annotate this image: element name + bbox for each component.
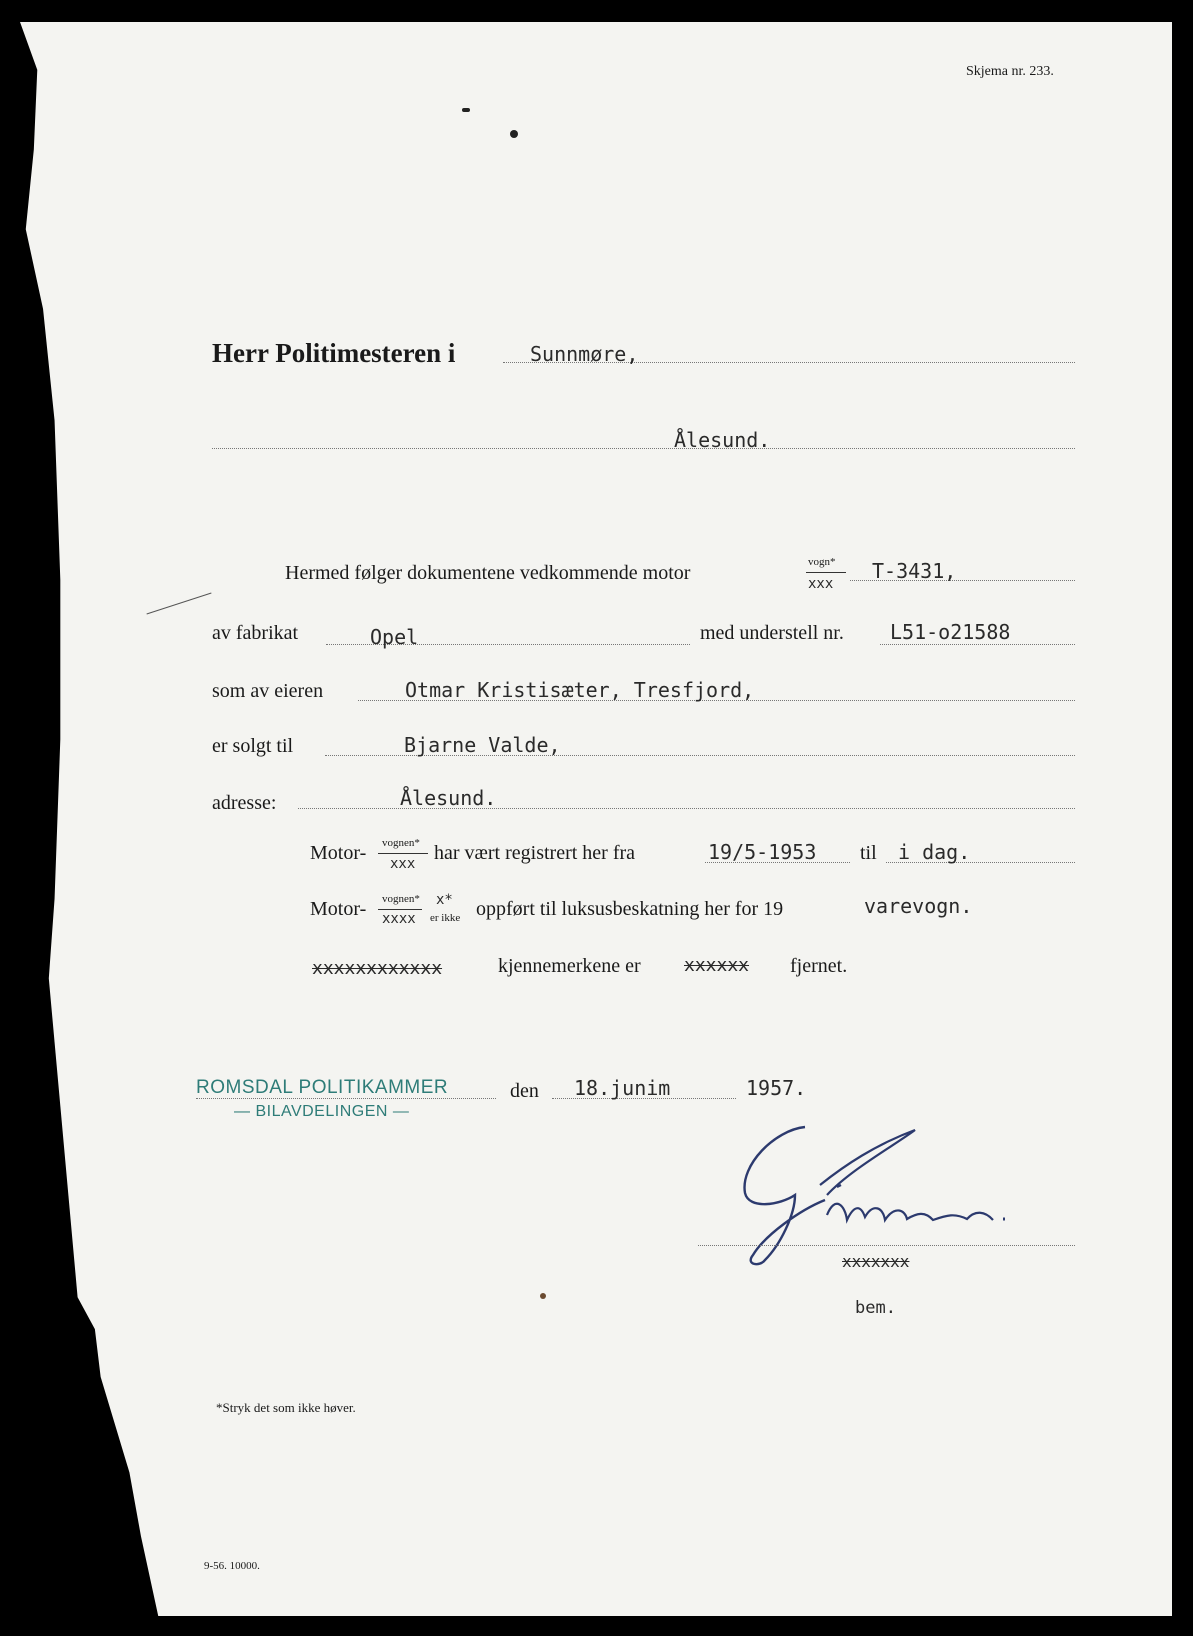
understell-line [880, 644, 1075, 645]
line3-struck2: xxxxxx [684, 955, 750, 976]
sold-value: Bjarne Valde, [404, 733, 561, 757]
line1-option-bottom: xxx [390, 856, 416, 872]
line1-prefix: Motor- [310, 842, 367, 864]
fraction-bar [378, 909, 422, 910]
line1-until-label: til [860, 842, 877, 864]
line3-struck: xxxxxxxxxxxx [312, 958, 443, 979]
line1-option-top: vognen* [382, 837, 420, 849]
line2-option-top: vognen* [382, 893, 420, 905]
date-value: 18.junim [574, 1076, 671, 1100]
form-number: Skjema nr. 233. [966, 64, 1054, 79]
signature-line [698, 1245, 1075, 1246]
line1-until: i dag. [898, 840, 971, 864]
line1-from: 19/5-1953 [708, 840, 817, 864]
owner-value: Otmar Kristisæter, Tresfjord, [405, 678, 755, 702]
fraction-bar [806, 572, 846, 573]
fraction-bar [378, 853, 428, 854]
ink-speck [510, 130, 518, 138]
stamp-line1: ROMSDAL POLITIKAMMER [196, 1077, 449, 1098]
line2-value: varevogn. [864, 894, 973, 918]
line2-text: oppført til luksusbeskatning her for 19 [476, 898, 784, 920]
fabrikat-value: Opel [370, 625, 419, 649]
date-label: den [510, 1080, 539, 1102]
intro-option-bottom: xxx [808, 576, 834, 592]
city-value: Ålesund. [674, 428, 771, 452]
address-value: Ålesund. [400, 786, 497, 810]
line2-prefix: Motor- [310, 898, 367, 920]
sold-label: er solgt til [212, 735, 294, 757]
city-line [212, 448, 1075, 449]
signature-image [735, 1115, 1055, 1275]
line3-text: kjennemerkene er [498, 955, 641, 977]
fabrikat-label: av fabrikat [212, 622, 299, 644]
print-code: 9-56. 10000. [204, 1560, 260, 1572]
line1-text: har vært registrert her fra [434, 842, 636, 864]
ink-speck [540, 1293, 546, 1299]
stamp-line2: — BILAVDELINGEN — [234, 1103, 410, 1120]
owner-label: som av eieren [212, 680, 324, 702]
salutation: Herr Politimesteren i [212, 338, 456, 368]
date-year: 1957. [746, 1076, 807, 1100]
reg-number: T-3431, [872, 559, 957, 583]
understell-value: L51-o21588 [890, 620, 1011, 644]
footnote: *Stryk det som ikke høver. [216, 1400, 356, 1415]
line2-option2-bottom: er ikke [430, 912, 461, 924]
address-label: adresse: [212, 792, 277, 814]
district-value: Sunnmøre, [530, 342, 639, 366]
ink-speck [462, 108, 470, 112]
understell-label: med understell nr. [700, 622, 844, 644]
signature-note: bem. [855, 1298, 896, 1318]
line2-option-bottom: xxxx [382, 911, 416, 927]
place-line [196, 1098, 496, 1099]
intro-text: Hermed følger dokumentene vedkommende motor [285, 562, 691, 584]
line2-option2-top: x* [436, 892, 453, 908]
document-page [20, 22, 1172, 1616]
signature-title-struck: xxxxxxx [842, 1252, 910, 1271]
line3-end: fjernet. [790, 955, 848, 977]
intro-option-top: vogn* [808, 556, 836, 568]
